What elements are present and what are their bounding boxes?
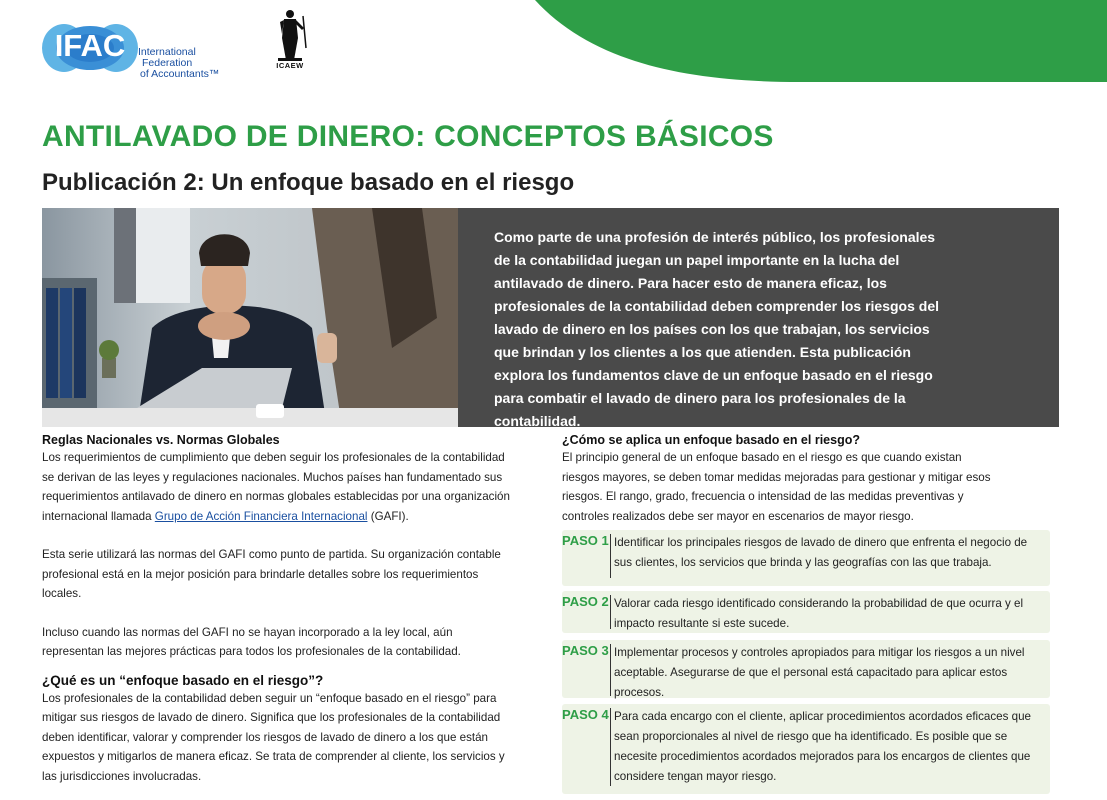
step-1-label: PASO 1 — [562, 533, 609, 548]
step-2 — [562, 591, 1050, 633]
step-1-text: Identificar los principales riesgos de lavado de dinero que enfrenta el negocio de sus clientes, los servicios que brinda y las geografías con las que trabaja. — [614, 536, 1028, 569]
step-2-label: PASO 2 — [562, 594, 609, 609]
intro-box — [458, 208, 1059, 427]
section-heading-rba: ¿Qué es un “enfoque basado en el riesgo”? — [42, 672, 324, 688]
ifac-logo[interactable] — [42, 22, 222, 82]
left-column — [42, 432, 512, 786]
step-divider — [610, 534, 611, 578]
paragraph-rules: Los requerimientos de cumplimiento que deben seguir los profesionales de la contabilidad se derivan de las leyes y regulaciones nacionales. Muchos países han fundamentado sus requerimientos antilavado de dinero en normas globales establecidas por una organización internacional llamada Grupo de Acción Financiera Internacional (GAFI). — [42, 451, 510, 523]
gafi-link[interactable]: Grupo de Acción Financiera Internacional — [154, 509, 368, 523]
step-3-label: PASO 3 — [562, 643, 609, 658]
ifac-logo-word: IFAC — [54, 28, 126, 63]
icaew-logo[interactable] — [270, 8, 310, 72]
section-heading-apply: ¿Cómo se aplica un enfoque basado en el riesgo? — [562, 433, 860, 447]
icaew-figure-icon — [270, 8, 310, 62]
office-scene-image — [42, 208, 458, 427]
page-title: ANTILAVADO DE DINERO: CONCEPTOS BÁSICOS — [42, 120, 774, 153]
icaew-logo-text: ICAEW — [276, 61, 304, 70]
paragraph-series: Esta serie utilizará las normas del GAFI como punto de partida. Su organización contable profesional está en la mejor posición para brindarle detalles sobre los requerimientos locales. — [42, 548, 501, 600]
page-subtitle — [42, 169, 574, 197]
intro-text: Como parte de una profesión de interés público, los profesionales de la contabilidad juegan un papel importante en la lucha del antilavado de dinero. Para hacer esto de manera eficaz, los profesionales de la contabilidad deben comprender los riesgos del lavado de dinero en los países con los que trabajan, los servicios que brindan y los clientes a los que atienden. Esta publicación explora los fundamentos clave de un enfoque basado en el riesgo para combatir el lavado de dinero para los profesionales de la contabilidad. — [494, 229, 939, 429]
step-4 — [562, 704, 1050, 794]
section-heading-rules: Reglas Nacionales vs. Normas Globales — [42, 433, 280, 447]
ifac-logo-text: International Federation of Accountants™ — [138, 46, 220, 80]
step-4-label: PASO 4 — [562, 707, 609, 722]
step-3 — [562, 640, 1050, 698]
step-divider — [610, 708, 611, 786]
step-2-text: Valorar cada riesgo identificado considerando la probabilidad de que ocurra y el impacto resultante si este sucede. — [614, 597, 1024, 630]
paragraph-apply: El principio general de un enfoque basado en el riesgo es que cuando existan riesgos mayores, se deben tomar medidas mejoradas para gestionar y mitigar esos riesgos. El rango, grado, frecuencia o intensidad de las medidas preventivas y controles realizados debe ser mayor en escenarios de mayor riesgo. — [562, 451, 991, 523]
paragraph-best-practices: Incluso cuando las normas del GAFI no se hayan incorporado a la ley local, aún representan las mejores prácticas para todos los profesionales de la contabilidad. — [42, 625, 461, 658]
step-4-text: Para cada encargo con el cliente, aplicar procedimientos acordados eficaces que sean proporcionales al nivel de riesgo que ha identificado. Es posible que se necesite procedimientos acordados mejorados para los encargos de clientes que considere tengan mayor riesgo. — [614, 710, 1031, 783]
step-1 — [562, 530, 1050, 586]
right-column — [562, 432, 1062, 526]
step-3-text: Implementar procesos y controles apropiados para mitigar los riesgos a un nivel aceptable. Asegurarse de que el personal está capacitado para aplicar estos procesos. — [614, 646, 1025, 699]
step-divider — [610, 644, 611, 696]
subtitle-prefix: Publicación 2: — [42, 169, 205, 196]
subtitle-text: Un enfoque basado en el riesgo — [211, 169, 575, 196]
hero-photo — [42, 208, 458, 427]
paragraph-rba: Los profesionales de la contabilidad deben seguir un “enfoque basado en el riesgo” para mitigar sus riesgos de lavado de dinero. Significa que los profesionales de la contabilidad deben identificar, valorar y comprender los riesgos de lavado de dinero a los que están expuestos y mitigarlos de manera eficaz. Se trata de comprender al cliente, los servicios y las jurisdicciones involucradas. — [42, 691, 505, 783]
step-divider — [610, 595, 611, 629]
